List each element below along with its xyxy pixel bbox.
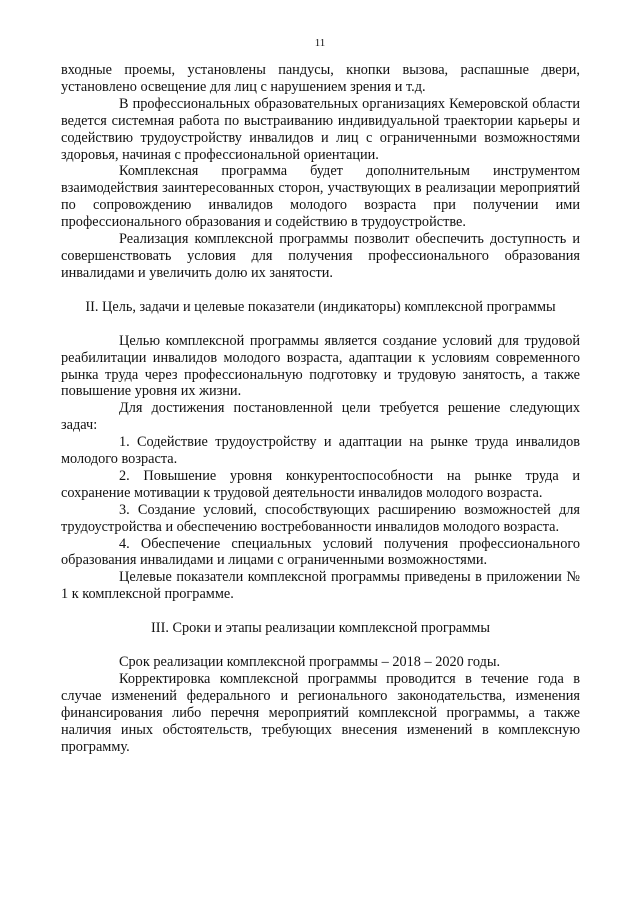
paragraph-professional-organizations: В профессиональных образовательных организациях Кемеровской области ведется системная работа по выстраиванию индивидуальной траектории карьеры и содействию трудоустройству инвалидов и лиц с ограниченными возможностями здоровья, начиная с профессиональной ориентации. — [61, 95, 580, 163]
paragraph-program-goal: Целью комплексной программы является создание условий для трудовой реабилитации инвалидов молодого возраста, адаптации к условиям современного рынка труда через профессиональную подготовку и трудовую занятость, а также повышение уровня их жизни. — [61, 332, 580, 400]
spacer — [61, 603, 580, 620]
document-body — [61, 62, 580, 756]
paragraph-program-implementation: Реализация комплексной программы позволит обеспечить доступность и совершенствовать условия для получения профессионального образования инвалидами и увеличить долю их занятости. — [61, 231, 580, 281]
spacer — [61, 316, 580, 333]
task-item-4: 4. Обеспечение специальных условий получения профессионального образования инвалидами и лицами с ограниченными возможностями. — [61, 535, 580, 569]
task-item-1: 1. Содействие трудоустройству и адаптации на рынке труда инвалидов молодого возраста. — [61, 434, 580, 468]
spacer — [61, 282, 580, 299]
paragraph-program-term: Срок реализации комплексной программы – 2018 – 2020 годы. — [119, 654, 501, 671]
paragraph-target-indicators: Целевые показатели комплексной программы приведены в приложении № 1 к комплексной программе. — [61, 569, 580, 603]
section-heading-terms: III. Сроки и этапы реализации комплексной программы — [151, 620, 490, 637]
paragraph-tasks-intro: Для достижения постановленной цели требуется решение следующих задач: — [61, 400, 580, 434]
paragraph-program-adjustment: Корректировка комплексной программы проводится в течение года в случае изменений федерального и регионального законодательства, изменения финансирования либо перечня мероприятий комплексной программы, а также наличия иных обстоятельств, требующих внесения изменений в комплексную программу. — [61, 671, 580, 755]
task-item-2: 2. Повышение уровня конкурентоспособности на рынке труда и сохранение мотивации к трудовой деятельности инвалидов молодого возраста. — [61, 467, 580, 501]
paragraph-complex-program-tool: Комплексная программа будет дополнительным инструментом взаимодействия заинтересованных сторон, участвующих в реализации мероприятий по сопровождению инвалидов молодого возраста при получении ими профессионального образования и содействию в трудоустройстве. — [61, 163, 580, 231]
task-item-3: 3. Создание условий, способствующих расширению возможностей для трудоустройства и обеспечению востребованности инвалидов молодого возраста. — [61, 501, 580, 535]
paragraph-entrances: входные проемы, установлены пандусы, кнопки вызова, распашные двери, установлено освещение для лиц с нарушением зрения и т.д. — [61, 62, 580, 95]
spacer — [61, 637, 580, 654]
page-number: 11 — [314, 37, 326, 49]
section-heading-goals: II. Цель, задачи и целевые показатели (индикаторы) комплексной программы — [85, 298, 556, 315]
